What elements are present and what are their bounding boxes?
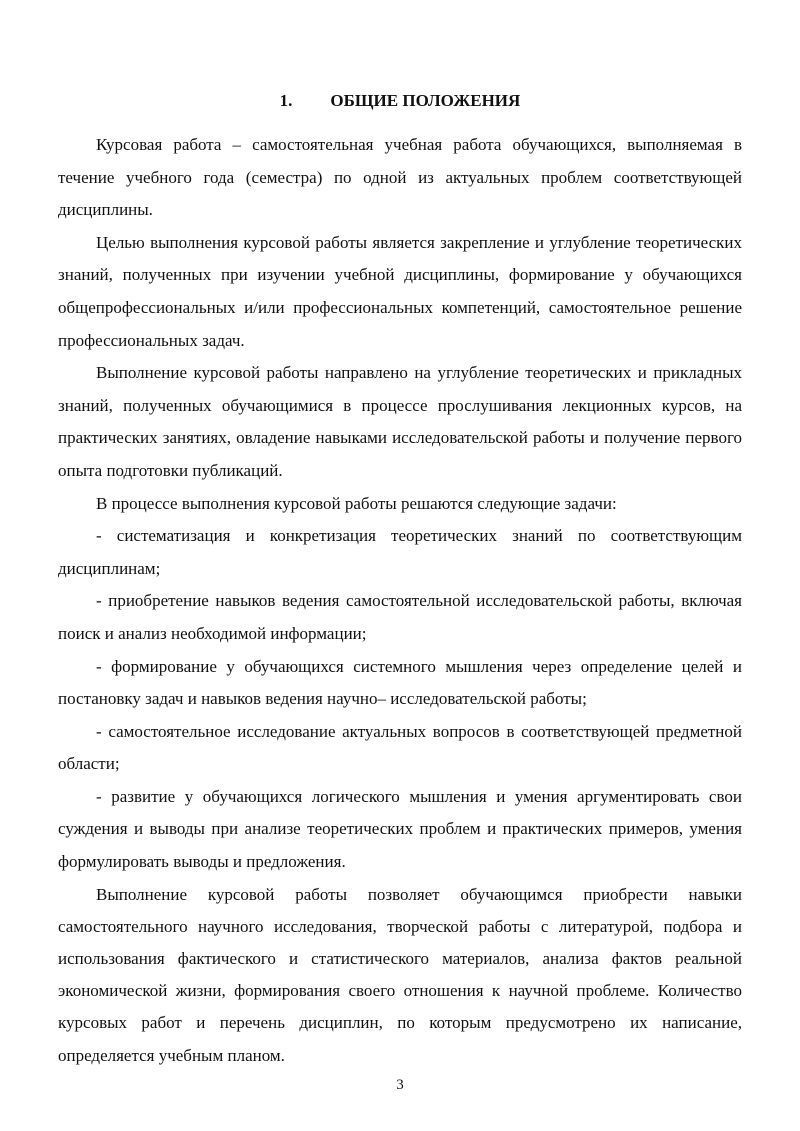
section-title: ОБЩИЕ ПОЛОЖЕНИЯ [330,91,521,110]
paragraph-closing: Выполнение курсовой работы позволяет обучающимся приобрести навыки самостоятельного научного исследования, творческой работы с литературой, подбора и использования фактического и статистического материалов, анализа фактов реальной экономической жизни, формирования своего отношения к научной проблеме. Количество курсовых работ и перечень дисциплин, по которым предусмотрено их написание, определяется учебным планом. [58,884,742,1065]
paragraph-definition: Курсовая работа – самостоятельная учебная работа обучающихся, выполняемая в течение учебного года (семестра) по одной из актуальных проблем соответствующей дисциплины. [58,135,742,220]
page-number: 3 [396,1077,404,1093]
task-list-item: - самостоятельное исследование актуальных вопросов в соответствующей предметной области; [58,721,742,774]
task-list-item: - приобретение навыков ведения самостоятельной исследовательской работы, включая поиск и анализ необходимой информации; [58,591,742,643]
paragraph-direction: Выполнение курсовой работы направлено на углубление теоретических и прикладных знаний, полученных обучающимися в процессе прослушивания лекционных курсов, на практических занятиях, овладение навыками исследовательской работы и получение первого опыта подготовки публикаций. [58,363,742,480]
task-list-item: - развитие у обучающихся логического мышления и умения аргументировать свои суждения и выводы при анализе теоретических проблем и практических примеров, умения формулировать выводы и предложения. [58,786,742,872]
task-list-item: - формирование у обучающихся системного мышления через определение целей и постановку задач и навыков ведения научно– исследовательской работы; [58,656,742,709]
paragraph-goal: Целью выполнения курсовой работы является закрепление и углубление теоретических знаний, полученных при изучении учебной дисциплины, формирование у обучающихся общепрофессиональных и/или профессиональных компетенций, самостоятельное решение профессиональных задач. [58,232,742,350]
section-number: 1. [279,91,293,110]
task-list-item: - систематизация и конкретизация теоретических знаний по соответствующим дисциплинам; [58,526,742,578]
paragraph-tasks-intro: В процессе выполнения курсовой работы решаются следующие задачи: [96,493,617,513]
section-body [58,129,742,1072]
section-heading [0,90,800,112]
